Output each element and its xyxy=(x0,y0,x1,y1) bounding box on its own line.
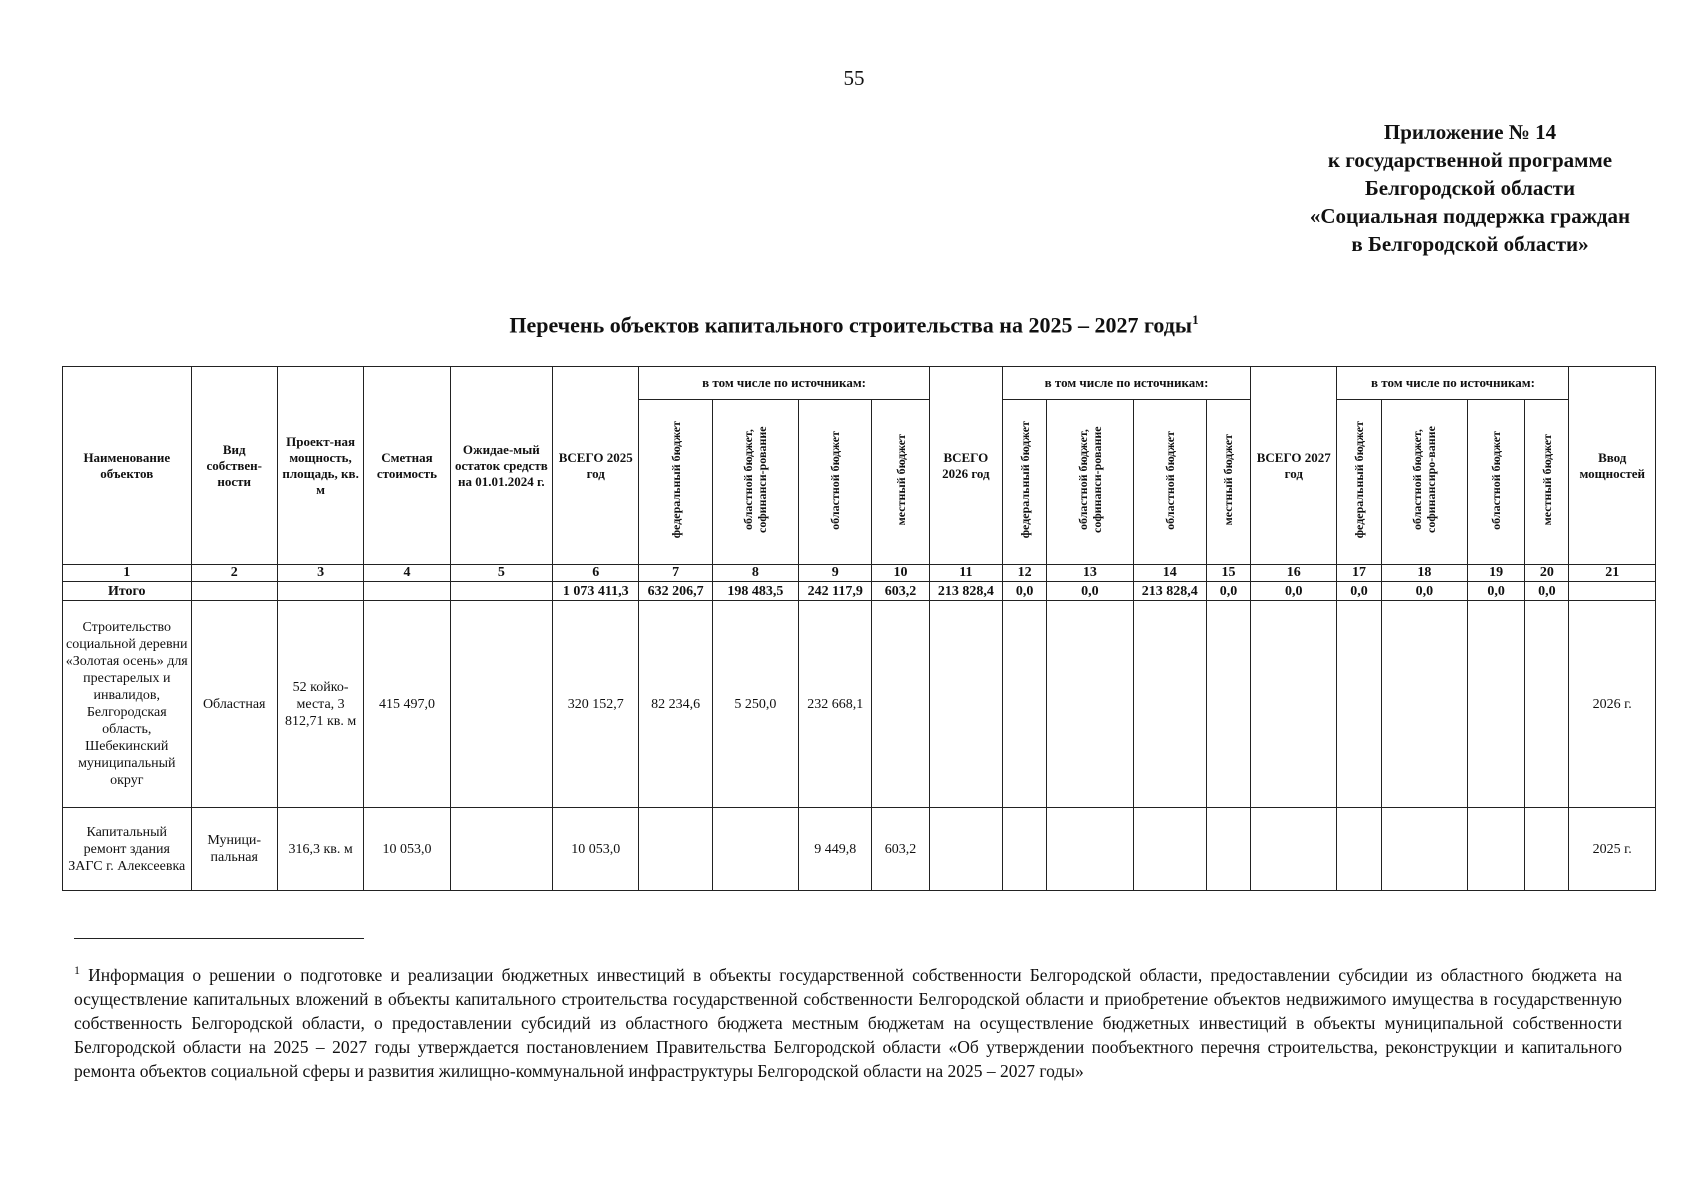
table-row xyxy=(63,601,1656,808)
object-name: Строительство социальной деревни «Золотая осень» для престарелых и инвалидов, Белгородская область, Шебекинский муниципальный округ xyxy=(63,601,192,808)
regional-cofin-2027-cell xyxy=(1381,808,1467,891)
header-regional-2025: областной бюджет xyxy=(799,400,872,565)
header-local-2026: местный бюджет xyxy=(1206,400,1250,565)
total-cell: 632 206,7 xyxy=(639,582,712,601)
footnote xyxy=(74,958,1622,1083)
federal-2027-cell xyxy=(1337,601,1381,808)
object-name: Капитальный ремонт здания ЗАГС г. Алексеевка xyxy=(63,808,192,891)
total-cell xyxy=(364,582,450,601)
total-2026-cell xyxy=(929,808,1002,891)
column-number: 4 xyxy=(364,565,450,582)
column-number: 3 xyxy=(277,565,363,582)
total-cell xyxy=(1569,582,1656,601)
regional-2025-cell: 9 449,8 xyxy=(799,808,872,891)
column-number: 5 xyxy=(450,565,552,582)
footnote-mark: 1 xyxy=(74,963,80,977)
column-number: 13 xyxy=(1047,565,1133,582)
appendix-line: к государственной программе xyxy=(1327,148,1613,172)
total-cell: 0,0 xyxy=(1337,582,1381,601)
commissioning-cell: 2025 г. xyxy=(1569,808,1656,891)
column-number: 9 xyxy=(799,565,872,582)
total-cell: 0,0 xyxy=(1381,582,1467,601)
total-cell: 0,0 xyxy=(1047,582,1133,601)
column-number: 19 xyxy=(1468,565,1525,582)
regional-cofin-2025-cell: 5 250,0 xyxy=(712,601,798,808)
column-number: 18 xyxy=(1381,565,1467,582)
header-federal-2026: федеральный бюджет xyxy=(1003,400,1047,565)
footnote-text: Информация о решении о подготовке и реализации бюджетных инвестиций в объекты государственной собственности Белгородской области, предоставлении субсидии из областного бюджета на осуществление капитальных вложений в объекты капитального строительства государственной собственности Белгородской области и приобретение объектов недвижимого имущества в государственную собственность Белгородской области, о предоставлении субсидий из областного бюджета местным бюджетам на осуществление бюджетных инвестиций в объекты муниципальной собственности Белгородской области на 2025 – 2027 годы утверждается постановлением Правительства Белгородской области «Об утверждении пообъектного перечня строительства, реконструкции и капитального ремонта объектов социальной сферы и развития жилищно-коммунальной инфраструктуры Белгородской области на 2025 – 2027 годы» xyxy=(74,964,1622,1081)
header-total-2027: ВСЕГО 2027 год xyxy=(1251,367,1337,565)
remainder-cell xyxy=(450,808,552,891)
header-regional-cofin-2027: областной бюджет, софинансиро-вание xyxy=(1381,400,1467,565)
total-cell: 0,0 xyxy=(1206,582,1250,601)
appendix-line: Приложение № 14 xyxy=(1383,120,1557,144)
local-2027-cell xyxy=(1525,601,1569,808)
header-total-2025: ВСЕГО 2025 год xyxy=(553,367,639,565)
header-regional-2027: областной бюджет xyxy=(1468,400,1525,565)
page-number: 55 xyxy=(843,66,865,90)
total-2026-cell xyxy=(929,601,1002,808)
header-remainder: Ожидае-мый остаток средств на 01.01.2024 г. xyxy=(450,367,552,565)
total-label: Итого xyxy=(63,582,192,601)
local-2027-cell xyxy=(1525,808,1569,891)
local-2025-cell: 603,2 xyxy=(872,808,929,891)
appendix-line: Белгородской области xyxy=(1364,176,1576,200)
regional-2026-cell xyxy=(1133,601,1206,808)
total-cell: 0,0 xyxy=(1003,582,1047,601)
header-sources-2027: в том числе по источникам: xyxy=(1337,367,1569,400)
regional-cofin-2025-cell xyxy=(712,808,798,891)
estimate-cell: 10 053,0 xyxy=(364,808,450,891)
regional-2025-cell: 232 668,1 xyxy=(799,601,872,808)
local-2026-cell xyxy=(1206,808,1250,891)
column-number: 2 xyxy=(191,565,277,582)
appendix-header xyxy=(1200,118,1708,258)
footnote-divider xyxy=(74,938,364,939)
estimate-cell: 415 497,0 xyxy=(364,601,450,808)
total-cell xyxy=(277,582,363,601)
header-name: Наименование объектов xyxy=(63,367,192,565)
document-title-text: Перечень объектов капитального строительства на 2025 – 2027 годы xyxy=(509,312,1193,338)
total-cell: 603,2 xyxy=(872,582,929,601)
local-2026-cell xyxy=(1206,601,1250,808)
federal-2026-cell xyxy=(1003,601,1047,808)
header-sources-2025: в том числе по источникам: xyxy=(639,367,929,400)
header-capacity: Проект-ная мощность, площадь, кв. м xyxy=(277,367,363,565)
total-cell: 242 117,9 xyxy=(799,582,872,601)
total-cell: 1 073 411,3 xyxy=(553,582,639,601)
column-number: 6 xyxy=(553,565,639,582)
total-cell xyxy=(191,582,277,601)
header-ownership: Вид собствен-ности xyxy=(191,367,277,565)
header-regional-cofin-2025: областной бюджет, софинанси-рование xyxy=(712,400,798,565)
header-estimate: Сметная стоимость xyxy=(364,367,450,565)
ownership-cell: Областная xyxy=(191,601,277,808)
total-2025-cell: 320 152,7 xyxy=(553,601,639,808)
appendix-line: «Социальная поддержка граждан xyxy=(1309,204,1631,228)
commissioning-cell: 2026 г. xyxy=(1569,601,1656,808)
total-cell: 0,0 xyxy=(1468,582,1525,601)
column-number: 11 xyxy=(929,565,1002,582)
header-federal-2025: федеральный бюджет xyxy=(639,400,712,565)
header-row-top xyxy=(63,367,1656,400)
regional-2027-cell xyxy=(1468,601,1525,808)
total-cell: 213 828,4 xyxy=(929,582,1002,601)
regional-cofin-2026-cell xyxy=(1047,601,1133,808)
table-row xyxy=(63,808,1656,891)
column-number: 16 xyxy=(1251,565,1337,582)
column-number: 7 xyxy=(639,565,712,582)
header-commissioning: Ввод мощностей xyxy=(1569,367,1656,565)
header-regional-cofin-2026: областной бюджет, софинанси-рование xyxy=(1047,400,1133,565)
column-number: 17 xyxy=(1337,565,1381,582)
remainder-cell xyxy=(450,601,552,808)
capacity-cell: 316,3 кв. м xyxy=(277,808,363,891)
header-federal-2027: федеральный бюджет xyxy=(1337,400,1381,565)
total-cell: 213 828,4 xyxy=(1133,582,1206,601)
total-2025-cell: 10 053,0 xyxy=(553,808,639,891)
regional-2027-cell xyxy=(1468,808,1525,891)
total-2027-cell xyxy=(1251,808,1337,891)
regional-cofin-2026-cell xyxy=(1047,808,1133,891)
capacity-cell: 52 койко-места, 3 812,71 кв. м xyxy=(277,601,363,808)
header-local-2025: местный бюджет xyxy=(872,400,929,565)
local-2025-cell xyxy=(872,601,929,808)
column-number: 14 xyxy=(1133,565,1206,582)
federal-2026-cell xyxy=(1003,808,1047,891)
total-cell: 0,0 xyxy=(1525,582,1569,601)
regional-2026-cell xyxy=(1133,808,1206,891)
regional-cofin-2027-cell xyxy=(1381,601,1467,808)
total-cell: 198 483,5 xyxy=(712,582,798,601)
column-number: 20 xyxy=(1525,565,1569,582)
federal-2027-cell xyxy=(1337,808,1381,891)
column-numbers-row xyxy=(63,565,1656,582)
federal-2025-cell xyxy=(639,808,712,891)
footnote-reference: 1 xyxy=(1192,312,1199,327)
column-number: 1 xyxy=(63,565,192,582)
federal-2025-cell: 82 234,6 xyxy=(639,601,712,808)
capital-construction-table xyxy=(62,366,1656,891)
header-sources-2026: в том числе по источникам: xyxy=(1003,367,1251,400)
total-row xyxy=(63,582,1656,601)
appendix-line: в Белгородской области» xyxy=(1351,232,1589,256)
column-number: 10 xyxy=(872,565,929,582)
column-number: 15 xyxy=(1206,565,1250,582)
column-number: 12 xyxy=(1003,565,1047,582)
document-title xyxy=(0,312,1708,338)
total-cell xyxy=(450,582,552,601)
total-2027-cell xyxy=(1251,601,1337,808)
ownership-cell: Муници-пальная xyxy=(191,808,277,891)
header-regional-2026: областной бюджет xyxy=(1133,400,1206,565)
column-number: 8 xyxy=(712,565,798,582)
total-cell: 0,0 xyxy=(1251,582,1337,601)
header-total-2026: ВСЕГО 2026 год xyxy=(929,367,1002,565)
header-local-2027: местный бюджет xyxy=(1525,400,1569,565)
column-number: 21 xyxy=(1569,565,1656,582)
